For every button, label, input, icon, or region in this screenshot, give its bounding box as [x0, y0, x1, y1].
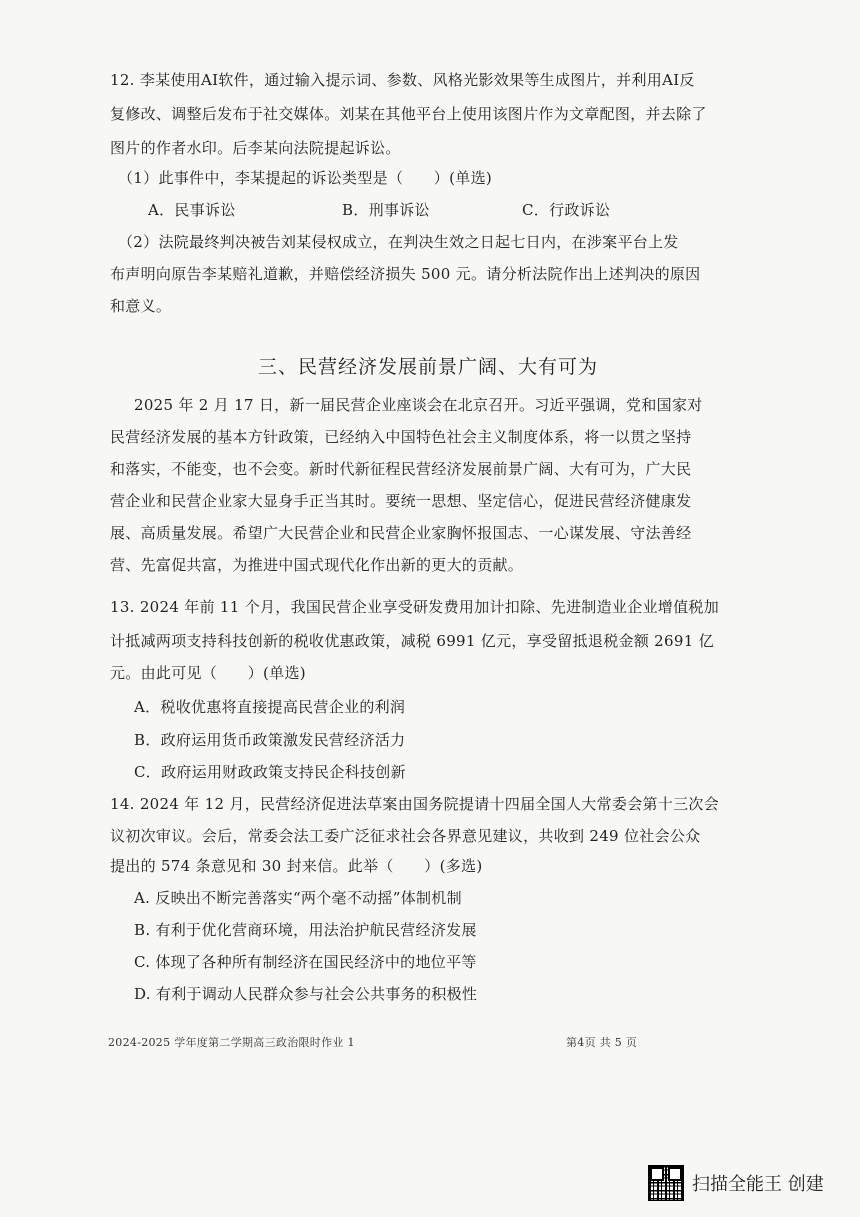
q14-option-a: A. 反映出不断完善落实“两个毫不动摇”体制机制	[134, 889, 462, 907]
q12-option-b: B．刑事诉讼	[342, 201, 430, 219]
q13-option-a: A．税收优惠将直接提高民营企业的利润	[134, 698, 406, 716]
footer-left: 2024-2025 学年度第二学期高三政治限时作业 1	[108, 1036, 355, 1049]
section-para-line: 展、高质量发展。希望广大民营企业和民营企业家胸怀报国志、一心谋发展、守法善经	[110, 524, 692, 542]
q14-option-d: D. 有利于调动人民群众参与社会公共事务的积极性	[134, 985, 478, 1003]
section-para-line: 营、先富促共富，为推进中国式现代化作出新的更大的贡献。	[110, 556, 524, 574]
q12-sub1: （1）此事件中，李某提起的诉讼类型是（ ）(单选)	[118, 169, 493, 187]
section-title: 三、民营经济发展前景广阔、大有可为	[258, 356, 599, 378]
q13-line2: 计抵减两项支持科技创新的税收优惠政策，减税 6991 亿元，享受留抵退税金额 2691 亿	[110, 632, 714, 650]
q12-sub2-line2: 布声明向原告李某赔礼道歉，并赔偿经济损失 500 元。请分析法院作出上述判决的原因	[110, 265, 701, 283]
q12-option-a: A．民事诉讼	[148, 201, 236, 219]
q14-line3: 提出的 574 条意见和 30 封来信。此举（ ）(多选)	[110, 857, 483, 875]
section-para-line: 营企业和民营企业家大显身手正当其时。要统一思想、坚定信心，促进民营经济健康发	[110, 492, 692, 510]
footer-page-number: 第4页 共 5 页	[566, 1036, 638, 1049]
q12-sub2-line3: 和意义。	[110, 297, 172, 315]
q14-line1: 14. 2024 年 12 月，民营经济促进法草案由国务院提请十四届全国人大常委会第十三次会	[110, 795, 719, 813]
scanner-watermark	[648, 1166, 838, 1200]
q13-line3: 元。由此可见（ ）(单选)	[110, 664, 306, 682]
q13-line1: 13. 2024 年前 11 个月，我国民营企业享受研发费用加计扣除、先进制造业企业增值税加	[110, 598, 719, 616]
q12-line3: 图片的作者水印。后李某向法院提起诉讼。	[110, 139, 401, 157]
q12-line1: 12. 李某使用AI软件，通过输入提示词、参数、风格光影效果等生成图片，并利用AI反	[110, 71, 695, 89]
q14-option-b: B. 有利于优化营商环境，用法治护航民营经济发展	[134, 921, 477, 939]
q13-option-b: B．政府运用货币政策激发民营经济活力	[134, 731, 406, 749]
q12-sub2-line1: （2）法院最终判决被告刘某侵权成立，在判决生效之日起七日内，在涉案平台上发	[118, 233, 679, 251]
section-para-line: 民营经济发展的基本方针政策，已经纳入中国特色社会主义制度体系，将一以贯之坚持	[110, 428, 692, 446]
section-para-line: 和落实，不能变，也不会变。新时代新征程民营经济发展前景广阔、大有可为，广大民	[110, 460, 692, 478]
q12-line2: 复修改、调整后发布于社交媒体。刘某在其他平台上使用该图片作为文章配图，并去除了	[110, 105, 707, 123]
watermark-text: 扫描全能王 创建	[692, 1174, 824, 1195]
q14-line2: 议初次审议。会后，常委会法工委广泛征求社会各界意见建议，共收到 249 位社会公众	[110, 827, 701, 845]
qr-code-icon	[648, 1165, 684, 1201]
q14-option-c: C. 体现了各种所有制经济在国民经济中的地位平等	[134, 953, 477, 971]
section-para-line: 2025 年 2 月 17 日，新一届民营企业座谈会在北京召开。习近平强调，党和国家对	[134, 396, 703, 414]
q12-option-c: C．行政诉讼	[522, 201, 611, 219]
q13-option-c: C．政府运用财政政策支持民企科技创新	[134, 763, 406, 781]
